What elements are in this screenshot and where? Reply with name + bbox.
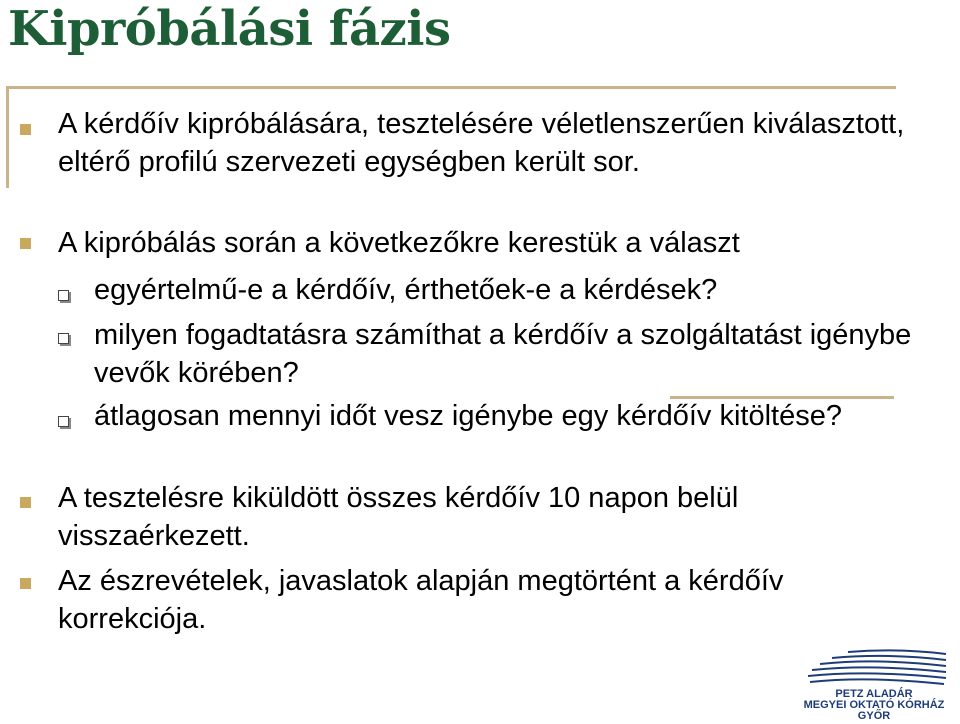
hospital-logo [790, 648, 958, 724]
square-bullet-icon [20, 497, 31, 508]
sub-bullet-item: egyértelmű-e a kérdőív, érthetőek-e a kérdések? [94, 274, 718, 306]
slide-title: Kipróbálási fázis [8, 1, 451, 57]
checkbox-bullet-icon [58, 416, 69, 427]
bullet-item: A tesztelésre kiküldött összes kérdőív 10 napon belül visszaérkezett. [58, 482, 739, 552]
bullet-item: A kipróbálás során a következőkre kerestük a választ [58, 227, 740, 259]
checkbox-bullet-icon [58, 333, 69, 344]
logo-text-line3: GYŐR [857, 710, 891, 722]
square-bullet-icon [20, 124, 31, 135]
bullet-item: A kérdőív kipróbálására, tesztelésére véletlenszerűen kiválasztott, eltérő profilú szervezeti egységben került sor. [58, 108, 905, 178]
sub-bullet-item: milyen fogadtatásra számíthat a kérdőív a szolgáltatást igénybe vevők körében? [94, 319, 912, 389]
square-bullet-icon [20, 578, 31, 589]
square-bullet-icon [20, 238, 31, 249]
bullet-item: Az észrevételek, javaslatok alapján megtörtént a kérdőív korrekciója. [58, 565, 784, 635]
logo-text-line1: PETZ ALADÁR [835, 688, 913, 700]
sub-bullet-item: átlagosan mennyi időt vesz igénybe egy kérdőív kitöltése? [94, 400, 842, 432]
logo-stripes-icon [808, 648, 948, 688]
checkbox-bullet-icon [58, 290, 69, 301]
logo-text-line2: MEGYEI OKTATÓ KÓRHÁZ [803, 699, 945, 711]
